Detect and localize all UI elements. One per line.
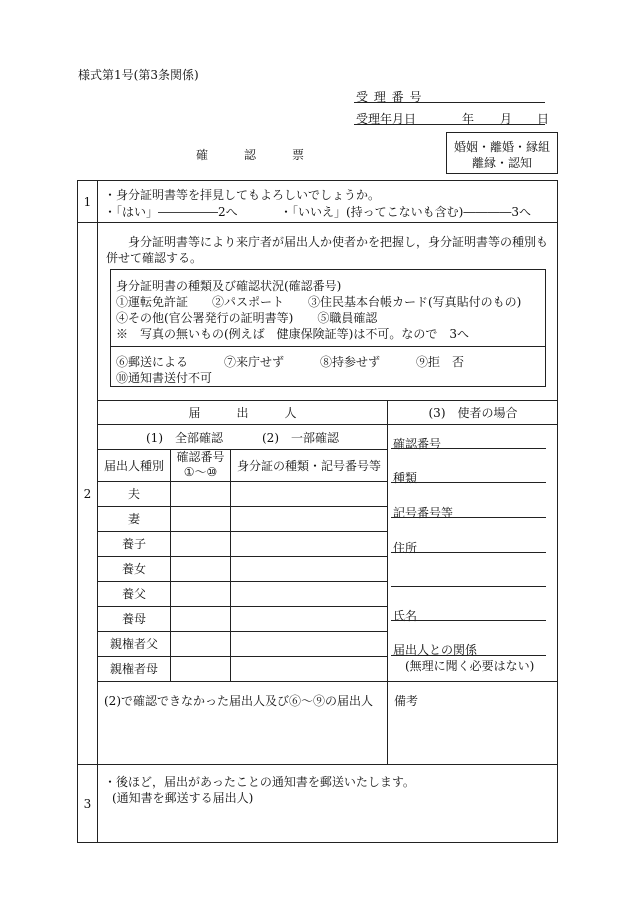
id-detail-cell[interactable] xyxy=(231,631,387,656)
receipt-date-field[interactable] xyxy=(354,124,545,125)
agent-address-field[interactable] xyxy=(391,552,546,553)
section-3-number: 3 xyxy=(83,797,92,811)
receipt-number-label: 受 理 番 号 xyxy=(356,90,423,104)
agent-kind-label: 種類 xyxy=(393,471,418,485)
notifier-type-cell: 養母 xyxy=(121,612,146,626)
col-header-number-line-2: ①～⑩ xyxy=(183,465,218,479)
id-types-divider xyxy=(110,346,546,347)
status-line-2: ⑩通知書送付不可 xyxy=(116,371,213,385)
id-detail-cell[interactable] xyxy=(231,581,387,606)
agent-header: (3) 使者の場合 xyxy=(428,406,518,420)
notifier-type-cell: 夫 xyxy=(127,487,140,501)
confirm-number-cell[interactable] xyxy=(171,506,230,531)
agent-relation-field[interactable] xyxy=(391,655,546,656)
agent-address-field-2[interactable] xyxy=(391,586,546,587)
agent-column-divider xyxy=(387,400,388,764)
section-2-number: 2 xyxy=(83,486,92,501)
section-2-intro-line-1: 身分証明書等により来庁者が届出人か使者かを把握し，身分証明書等の種別も xyxy=(128,235,549,249)
agent-id-label: 記号番号等 xyxy=(393,506,454,520)
confirm-number-cell[interactable] xyxy=(171,606,230,631)
notifier-type-cell: 妻 xyxy=(127,512,140,526)
col-header-number-line-1: 確認番号 xyxy=(176,450,225,464)
agent-name-field[interactable] xyxy=(391,620,546,621)
section-1-yes-option: ・「はい」―――――2へ xyxy=(104,205,238,219)
category-box xyxy=(446,132,558,174)
agent-confirm-label: 確認番号 xyxy=(393,437,442,451)
confirm-number-cell[interactable] xyxy=(171,656,230,681)
agent-kind-field[interactable] xyxy=(391,482,546,483)
agent-name-label: 氏名 xyxy=(393,609,418,623)
id-detail-cell[interactable] xyxy=(231,656,387,681)
receipt-year: 年 xyxy=(462,112,475,126)
confirm-number-cell[interactable] xyxy=(171,556,230,581)
agent-header-line xyxy=(387,424,558,425)
agent-confirm-field[interactable] xyxy=(391,448,546,449)
confirm-number-cell[interactable] xyxy=(171,531,230,556)
agent-relation-label: 届出人との関係 xyxy=(393,643,478,657)
notifier-type-cell: 養子 xyxy=(121,537,146,551)
id-detail-cell[interactable] xyxy=(231,606,387,631)
confirm-number-cell[interactable] xyxy=(171,631,230,656)
unconfirmed-note: (2)で確認できなかった届出人及び⑥～⑨の届出人 xyxy=(104,694,373,708)
section-3-line-2: (通知書を郵送する届出人) xyxy=(112,791,254,805)
section-1-no-option: ・「いいえ」(持ってこないも含む)――――3へ xyxy=(280,205,531,219)
partial-check-label: (2) 一部確認 xyxy=(262,431,339,445)
col-header-id: 身分証の種類・記号番号等 xyxy=(236,459,381,473)
form-number: 様式第1号(第3条関係) xyxy=(78,68,199,82)
grid-header-line-1 xyxy=(97,424,387,425)
id-detail-cell[interactable] xyxy=(231,556,387,581)
remarks-label: 備考 xyxy=(394,694,419,708)
full-check-label: (1) 全部確認 xyxy=(146,431,223,445)
confirm-number-cell[interactable] xyxy=(171,481,230,506)
id-types-title: 身分証明書の種類及び確認状況(確認番号) xyxy=(116,279,342,293)
id-types-line-3: ※ 写真の無いもの(例えば 健康保険証等)は不可。なので 3へ xyxy=(116,327,470,341)
notifier-type-cell: 親権者母 xyxy=(109,662,158,676)
agent-address-label: 住所 xyxy=(393,541,418,555)
receipt-number-field[interactable] xyxy=(354,102,545,103)
notifier-type-cell: 養女 xyxy=(121,562,146,576)
notifier-type-cell: 親権者父 xyxy=(109,637,158,651)
status-line-1: ⑥郵送による ⑦来庁せず ⑧持参せず ⑨拒 否 xyxy=(116,355,465,369)
section-1-number: 1 xyxy=(83,194,92,209)
id-detail-cell[interactable] xyxy=(231,481,387,506)
section-divider-2 xyxy=(77,764,558,765)
section-3-line-1: ・後ほど，届出があったことの通知書を郵送いたします。 xyxy=(104,775,415,789)
category-line-2: 離縁・認知 xyxy=(471,156,532,170)
section-divider-1 xyxy=(77,222,558,223)
agent-relation-note: (無理に聞く必要はない) xyxy=(405,659,535,673)
id-detail-cell[interactable] xyxy=(231,531,387,556)
receipt-month: 月 xyxy=(500,112,513,126)
agent-id-field[interactable] xyxy=(391,517,546,518)
id-types-line-2: ④その他(官公署発行の証明書等) ⑤職員確認 xyxy=(116,311,378,325)
category-line-1: 婚姻・離婚・縁組 xyxy=(453,140,550,154)
notifier-type-cell: 養父 xyxy=(121,587,146,601)
page-title: 確 認 票 xyxy=(196,148,305,162)
notifier-header: 届 出 人 xyxy=(188,406,297,420)
confirm-number-cell[interactable] xyxy=(171,581,230,606)
section-2-intro-line-2: 併せて確認する。 xyxy=(106,251,203,265)
col-header-type: 届出人種別 xyxy=(103,459,164,473)
id-types-line-1: ①運転免許証 ②パスポート ③住民基本台帳カード(写真貼付のもの) xyxy=(116,295,522,309)
section-1-question: ・身分証明書等を拝見してもよろしいでしょうか。 xyxy=(104,188,381,202)
receipt-date-label: 受理年月日 xyxy=(356,112,417,126)
remarks-top-line xyxy=(387,681,558,682)
id-detail-cell[interactable] xyxy=(231,506,387,531)
receipt-day: 日 xyxy=(537,112,550,126)
grid-bottom-line xyxy=(97,681,387,682)
col-header-number xyxy=(171,450,230,480)
